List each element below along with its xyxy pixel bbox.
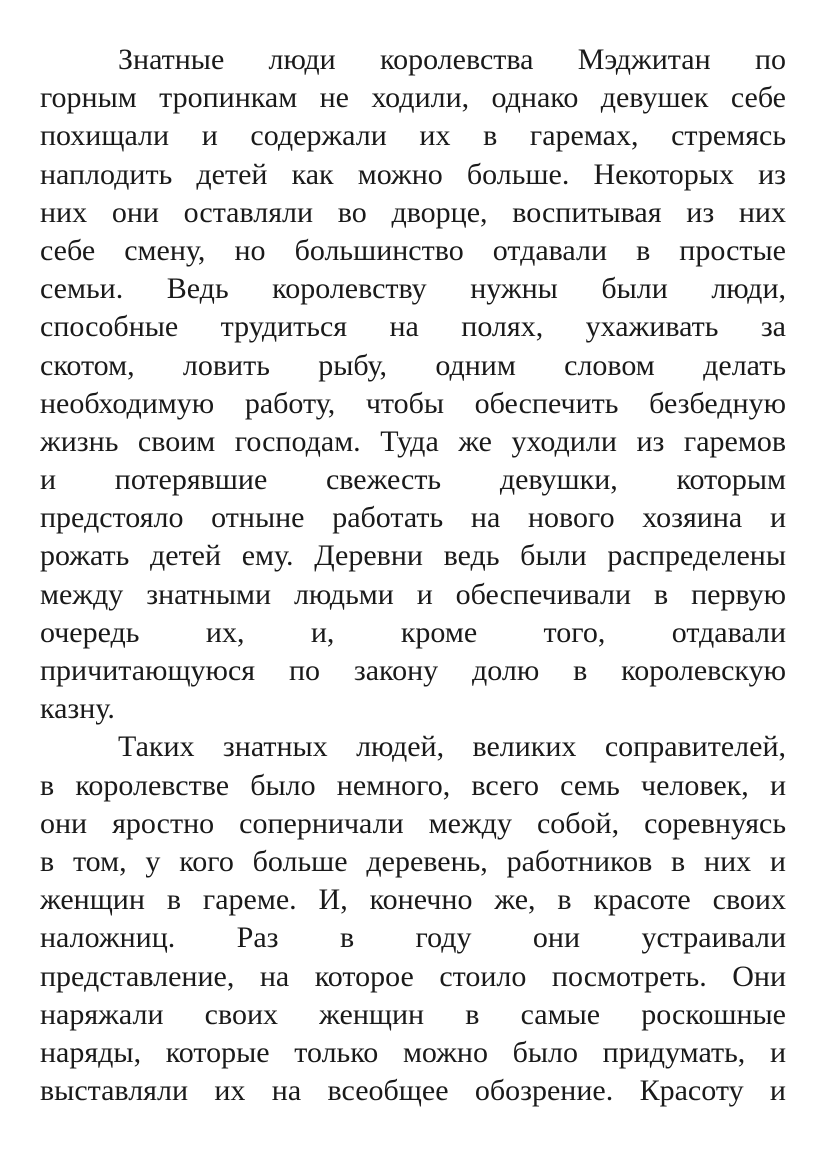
text-line: казну. bbox=[40, 692, 115, 726]
text-line: женщин в гареме. И, конечно же, в красоте своих bbox=[40, 883, 786, 917]
text-line: себе смену, но большинство отдавали в простые bbox=[40, 233, 786, 267]
text-line: необходимую работу, чтобы обеспечить безбедную bbox=[40, 386, 786, 420]
text-line: наплодить детей как можно больше. Некоторых из bbox=[40, 157, 786, 191]
text-line: них они оставляли во дворце, воспитывая из них bbox=[40, 195, 786, 229]
text-line: Знатные люди королевства Мэджитан по bbox=[118, 43, 786, 76]
document-page bbox=[40, 41, 786, 1110]
text-line: представление, на которое стоило посмотреть. Они bbox=[40, 959, 786, 993]
text-line: семьи. Ведь королевству нужны были люди, bbox=[40, 272, 786, 306]
text-line: между знатными людьми и обеспечивали в первую bbox=[40, 577, 786, 611]
paragraph-1 bbox=[40, 41, 786, 728]
text-line: в королевстве было немного, всего семь человек, и bbox=[40, 768, 786, 802]
text-line: рожать детей ему. Деревни ведь были распределены bbox=[40, 539, 786, 573]
text-line: наряды, которые только можно было придумать, и bbox=[40, 1035, 786, 1069]
text-line: в том, у кого больше деревень, работников в них и bbox=[40, 844, 786, 878]
text-line: и потерявшие свежесть девушки, которым bbox=[40, 463, 786, 497]
paragraph-2 bbox=[40, 728, 786, 1110]
text-line: жизнь своим господам. Туда же уходили из гаремов bbox=[40, 424, 786, 458]
text-line: Таких знатных людей, великих соправителей, bbox=[118, 730, 786, 764]
text-line: скотом, ловить рыбу, одним словом делать bbox=[40, 348, 786, 382]
text-line: способные трудиться на полях, ухаживать за bbox=[40, 310, 786, 344]
text-line: горным тропинкам не ходили, однако девушек себе bbox=[40, 81, 786, 115]
text-line: причитающуюся по закону долю в королевскую bbox=[40, 654, 786, 687]
text-line: наложниц. Раз в году они устраивали bbox=[40, 921, 786, 955]
text-line: наряжали своих женщин в самые роскошные bbox=[40, 997, 786, 1031]
text-line: предстояло отныне работать на нового хозяина и bbox=[40, 501, 786, 535]
text-line: похищали и содержали их в гаремах, стремясь bbox=[40, 119, 786, 153]
text-line: выставляли их на всеобщее обозрение. Красоту и bbox=[40, 1074, 786, 1108]
text-line: очередь их, и, кроме того, отдавали bbox=[40, 615, 786, 649]
text-line: они яростно соперничали между собой, соревнуясь bbox=[40, 806, 786, 840]
